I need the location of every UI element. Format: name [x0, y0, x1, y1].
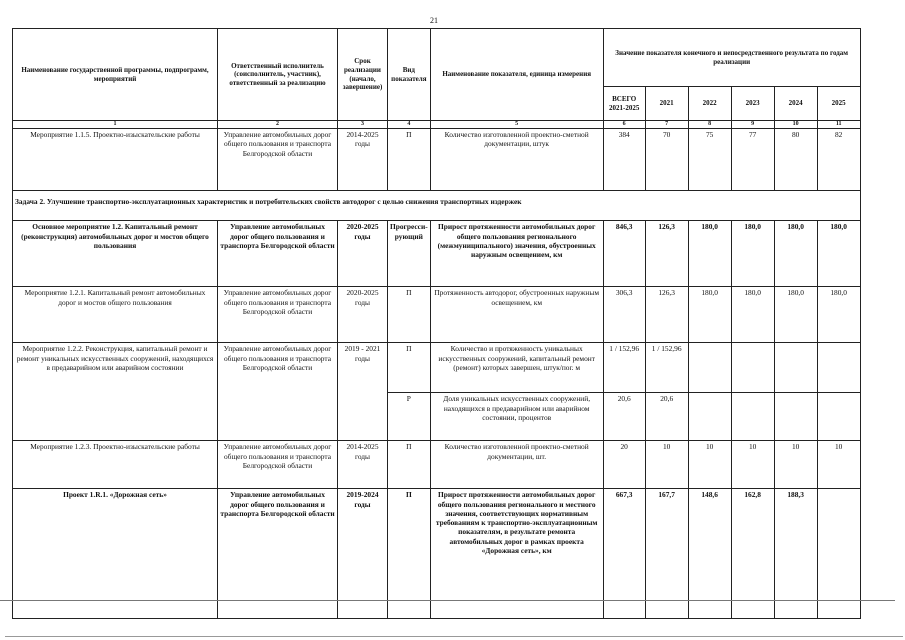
- index-cell: 7: [645, 121, 688, 129]
- index-cell: 11: [817, 121, 860, 129]
- row-term: 2020-2025 годы: [338, 287, 388, 343]
- row-value: [774, 343, 817, 393]
- row-executor: Управление автомобильных дорог общего пользования и транспорта Белгородской области: [218, 489, 338, 619]
- row-indicator: Доля уникальных искусственных сооружений, находящихся в предаварийном или аварийном состоянии, процентов: [430, 393, 603, 441]
- header-term: Срок реализации (начало, завершение): [338, 29, 388, 121]
- row-kind: Прогресси-рующий: [388, 221, 431, 287]
- header-values: Значение показателя конечного и непосредственного результата по годам реализации: [603, 29, 860, 87]
- header-year: 2022: [688, 87, 731, 121]
- row-value: [731, 343, 774, 393]
- row-value: 75: [688, 129, 731, 191]
- row-indicator: Количество и протяженность уникальных искусственных сооружений, капитальный ремонт (ремонт) которых завершен, штук/пог. м: [430, 343, 603, 393]
- row-value: [774, 393, 817, 441]
- row-kind: П: [388, 343, 431, 393]
- row-value: 1 / 152,96: [645, 343, 688, 393]
- index-cell: 8: [688, 121, 731, 129]
- index-row: [13, 121, 861, 129]
- table-row: [13, 441, 861, 489]
- row-name: Основное мероприятие 1.2. Капитальный ремонт (реконструкция) автомобильных дорог и мостов общего пользования: [13, 221, 218, 287]
- row-kind: Р: [388, 393, 431, 441]
- row-executor: Управление автомобильных дорог общего пользования и транспорта Белгородской области: [218, 441, 338, 489]
- row-kind: П: [388, 489, 431, 619]
- row-total: 846,3: [603, 221, 645, 287]
- row-name: Мероприятие 1.2.2. Реконструкция, капитальный ремонт и ремонт уникальных искусственных сооружений, находящихся в предаварийном или аварийном состоянии: [13, 343, 218, 441]
- header-year: 2023: [731, 87, 774, 121]
- row-name: Мероприятие 1.2.3. Проектно-изыскательские работы: [13, 441, 218, 489]
- header-name: Наименование государственной программы, подпрограмм, мероприятий: [13, 29, 218, 121]
- row-indicator: Количество изготовленной проектно-сметной документации, шт.: [430, 441, 603, 489]
- row-value: 180,0: [774, 287, 817, 343]
- row-value: 126,3: [645, 221, 688, 287]
- row-value: 180,0: [817, 221, 860, 287]
- row-value: [688, 343, 731, 393]
- row-term: 2014-2025 годы: [338, 129, 388, 191]
- row-term: 2020-2025 годы: [338, 221, 388, 287]
- row-executor: Управление автомобильных дорог общего пользования и транспорта Белгородской области: [218, 221, 338, 287]
- row-value: 77: [731, 129, 774, 191]
- row-total: 20: [603, 441, 645, 489]
- row-term: 2014-2025 годы: [338, 441, 388, 489]
- row-executor: Управление автомобильных дорог общего пользования и транспорта Белгородской области: [218, 129, 338, 191]
- row-term: 2019 - 2021 годы: [338, 343, 388, 441]
- row-value: 10: [731, 441, 774, 489]
- row-name: Мероприятие 1.2.1. Капитальный ремонт автомобильных дорог и мостов общего пользования: [13, 287, 218, 343]
- index-cell: 9: [731, 121, 774, 129]
- row-executor: Управление автомобильных дорог общего пользования и транспорта Белгородской области: [218, 343, 338, 441]
- row-value: 10: [645, 441, 688, 489]
- row-term: 2019-2024 годы: [338, 489, 388, 619]
- row-value: 148,6: [688, 489, 731, 619]
- row-value: 180,0: [688, 221, 731, 287]
- row-value: 126,3: [645, 287, 688, 343]
- header-year: 2025: [817, 87, 860, 121]
- scan-line: [5, 636, 903, 637]
- row-value: 20,6: [645, 393, 688, 441]
- table-row: [13, 129, 861, 191]
- row-value: [688, 393, 731, 441]
- row-value: 180,0: [731, 221, 774, 287]
- header-year: 2024: [774, 87, 817, 121]
- program-table: [12, 28, 861, 619]
- header-total: ВСЕГО 2021-2025: [603, 87, 645, 121]
- task-row: [13, 191, 861, 221]
- index-cell: 3: [338, 121, 388, 129]
- index-cell: 2: [218, 121, 338, 129]
- header-indicator: Наименование показателя, единица измерения: [430, 29, 603, 121]
- task-2-title: Задача 2. Улучшение транспортно-эксплуатационных характеристик и потребительских свойств автодорог с целью снижения транспортных издержек: [13, 191, 861, 221]
- row-total: 667,3: [603, 489, 645, 619]
- scan-line: [0, 600, 895, 601]
- row-value: 70: [645, 129, 688, 191]
- row-name: Мероприятие 1.1.5. Проектно-изыскательские работы: [13, 129, 218, 191]
- row-value: 180,0: [688, 287, 731, 343]
- row-value: 180,0: [774, 221, 817, 287]
- row-indicator: Прирост протяженности автомобильных дорог общего пользования регионального (межмуниципального) значения, обустроенных наружным освещением, км: [430, 221, 603, 287]
- row-kind: П: [388, 287, 431, 343]
- row-value: 10: [774, 441, 817, 489]
- row-total: 20,6: [603, 393, 645, 441]
- row-value: 10: [688, 441, 731, 489]
- row-indicator: Количество изготовленной проектно-сметной документации, штук: [430, 129, 603, 191]
- header-kind: Вид показателя: [388, 29, 431, 121]
- index-cell: 4: [388, 121, 431, 129]
- row-value: 188,3: [774, 489, 817, 619]
- row-name: Проект 1.R.1. «Дорожная сеть»: [13, 489, 218, 619]
- row-total: 306,3: [603, 287, 645, 343]
- table-row: [13, 287, 861, 343]
- row-value: 180,0: [817, 287, 860, 343]
- row-kind: П: [388, 441, 431, 489]
- row-value: 82: [817, 129, 860, 191]
- row-value: 10: [817, 441, 860, 489]
- table-row: [13, 221, 861, 287]
- row-total: 1 / 152,96: [603, 343, 645, 393]
- index-cell: 10: [774, 121, 817, 129]
- row-executor: Управление автомобильных дорог общего пользования и транспорта Белгородской области: [218, 287, 338, 343]
- row-value: [817, 343, 860, 393]
- row-value: [731, 393, 774, 441]
- header-year: 2021: [645, 87, 688, 121]
- row-value: 180,0: [731, 287, 774, 343]
- row-indicator: Протяженность автодорог, обустроенных наружным освещением, км: [430, 287, 603, 343]
- header-executor: Ответственный исполнитель (соисполнитель, участник), ответственный за реализацию: [218, 29, 338, 121]
- page-number: 21: [430, 16, 438, 25]
- index-cell: 6: [603, 121, 645, 129]
- row-kind: П: [388, 129, 431, 191]
- table-row: [13, 343, 861, 393]
- row-value: 167,7: [645, 489, 688, 619]
- row-value: 162,8: [731, 489, 774, 619]
- index-cell: 1: [13, 121, 218, 129]
- row-total: 384: [603, 129, 645, 191]
- index-cell: 5: [430, 121, 603, 129]
- row-value: 80: [774, 129, 817, 191]
- row-value: [817, 393, 860, 441]
- row-indicator: Прирост протяженности автомобильных дорог общего пользования регионального и местного значения, соответствующих нормативным требованиям к транспортно-эксплуатационным показателям, в результате ремонта автомобильных дорог в рамках проекта «Дорожная сеть», км: [430, 489, 603, 619]
